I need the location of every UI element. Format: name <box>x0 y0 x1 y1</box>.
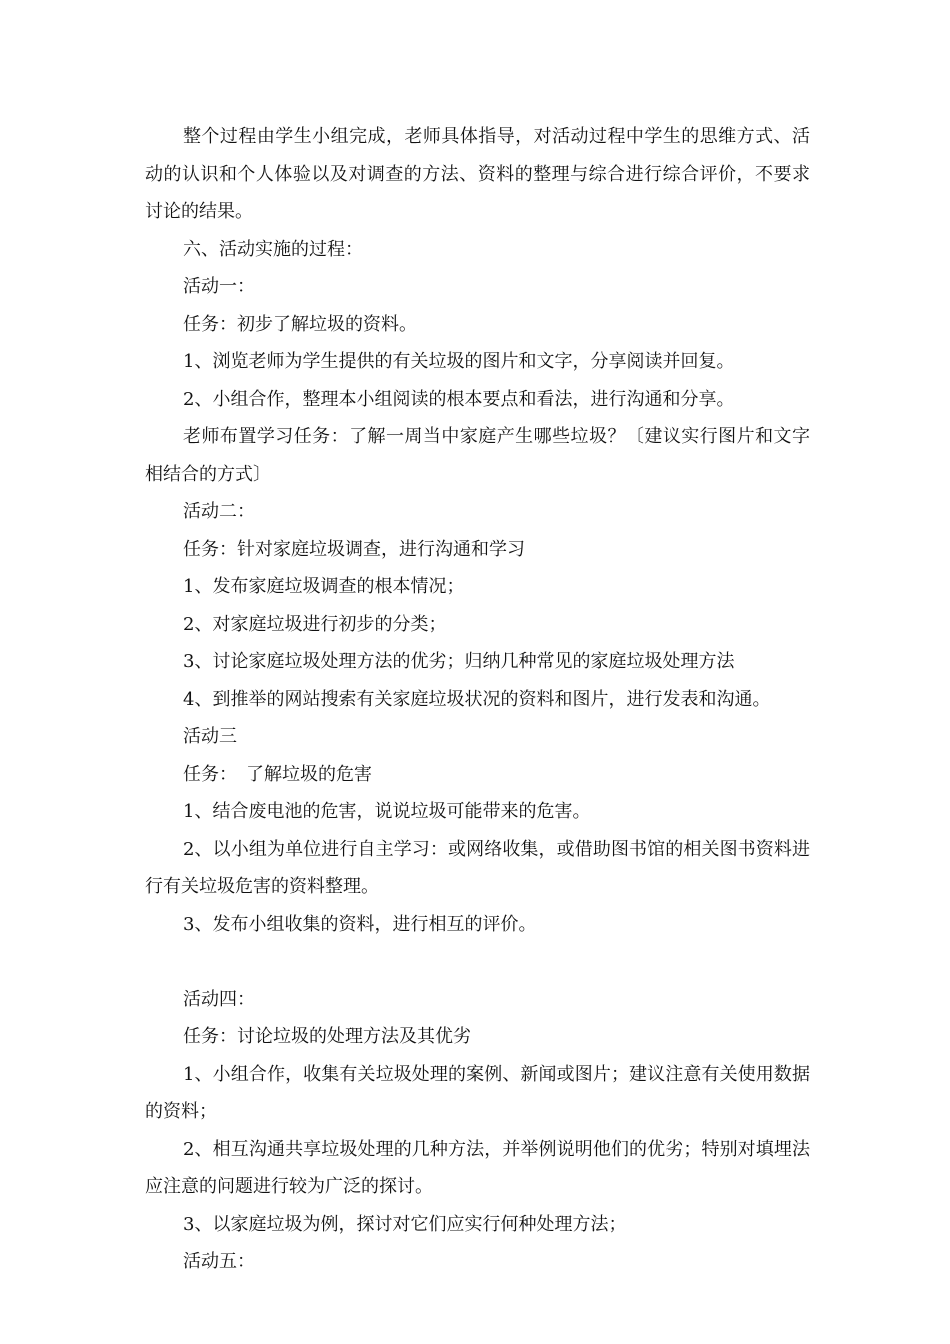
activity-4-heading: 活动四： <box>183 988 255 1010</box>
activity-1-heading: 活动一： <box>183 276 255 297</box>
activity-2-step-4: 4、到推举的网站搜索有关家庭垃圾状况的资料和图片，进行发表和沟通。 <box>183 688 771 710</box>
activity-3-step-1: 1、结合废电池的危害，说说垃圾可能带来的危害。 <box>183 801 591 822</box>
activity-1-step-1: 1、浏览老师为学生提供的有关垃圾的图片和文字，分享阅读并回复。 <box>183 351 735 372</box>
activity-1-step-2: 2、小组合作，整理本小组阅读的根本要点和看法，进行沟通和分享。 <box>183 388 735 410</box>
activity-3-step-3: 3、发布小组收集的资料，进行相互的评价。 <box>183 913 537 935</box>
activity-2-step-1: 1、发布家庭垃圾调查的根本情况； <box>183 576 465 597</box>
activity-3-heading: 活动三 <box>183 726 237 747</box>
section-heading-implementation: 六、活动实施的过程： <box>183 238 363 260</box>
activity-4-task: 任务：讨论垃圾的处理方法及其优劣 <box>183 1026 471 1047</box>
activity-2-heading: 活动二： <box>183 501 255 522</box>
activity-1-assignment: 老师布置学习任务：了解一周当中家庭产生哪些垃圾？〔建议实行图片和文字相结合的方式〕 <box>145 426 810 485</box>
activity-4-step-3: 3、以家庭垃圾为例，探讨对它们应实行何种处理方法； <box>183 1213 627 1235</box>
activity-1-task: 任务：初步了解垃圾的资料。 <box>183 313 417 335</box>
activity-4-step-1: 1、小组合作，收集有关垃圾处理的案例、新闻或图片；建议注意有关使用数据的资料； <box>145 1063 810 1122</box>
activity-2-task: 任务：针对家庭垃圾调查，进行沟通和学习 <box>183 538 525 560</box>
activity-5-heading: 活动五： <box>183 1251 255 1272</box>
paragraph-evaluation: 整个过程由学生小组完成，老师具体指导，对活动过程中学生的思维方式、活动的认识和个人体验以及对调查的方法、资料的整理与综合进行综合评价，不要求讨论的结果。 <box>145 126 810 222</box>
activity-3-step-2: 2、以小组为单位进行自主学习：或网络收集，或借助图书馆的相关图书资料进行有关垃圾危害的资料整理。 <box>145 838 810 897</box>
blank-line <box>145 943 810 981</box>
activity-2-step-2: 2、对家庭垃圾进行初步的分类； <box>183 613 447 635</box>
activity-4-step-2: 2、相互沟通共享垃圾处理的几种方法，并举例说明他们的优劣；特别对填埋法应注意的问题进行较为广泛的探讨。 <box>145 1138 810 1197</box>
activity-3-task: 任务： 了解垃圾的危害 <box>183 763 372 785</box>
activity-2-step-3: 3、讨论家庭垃圾处理方法的优劣；归纳几种常见的家庭垃圾处理方法 <box>183 651 735 672</box>
document-body <box>145 118 810 1281</box>
